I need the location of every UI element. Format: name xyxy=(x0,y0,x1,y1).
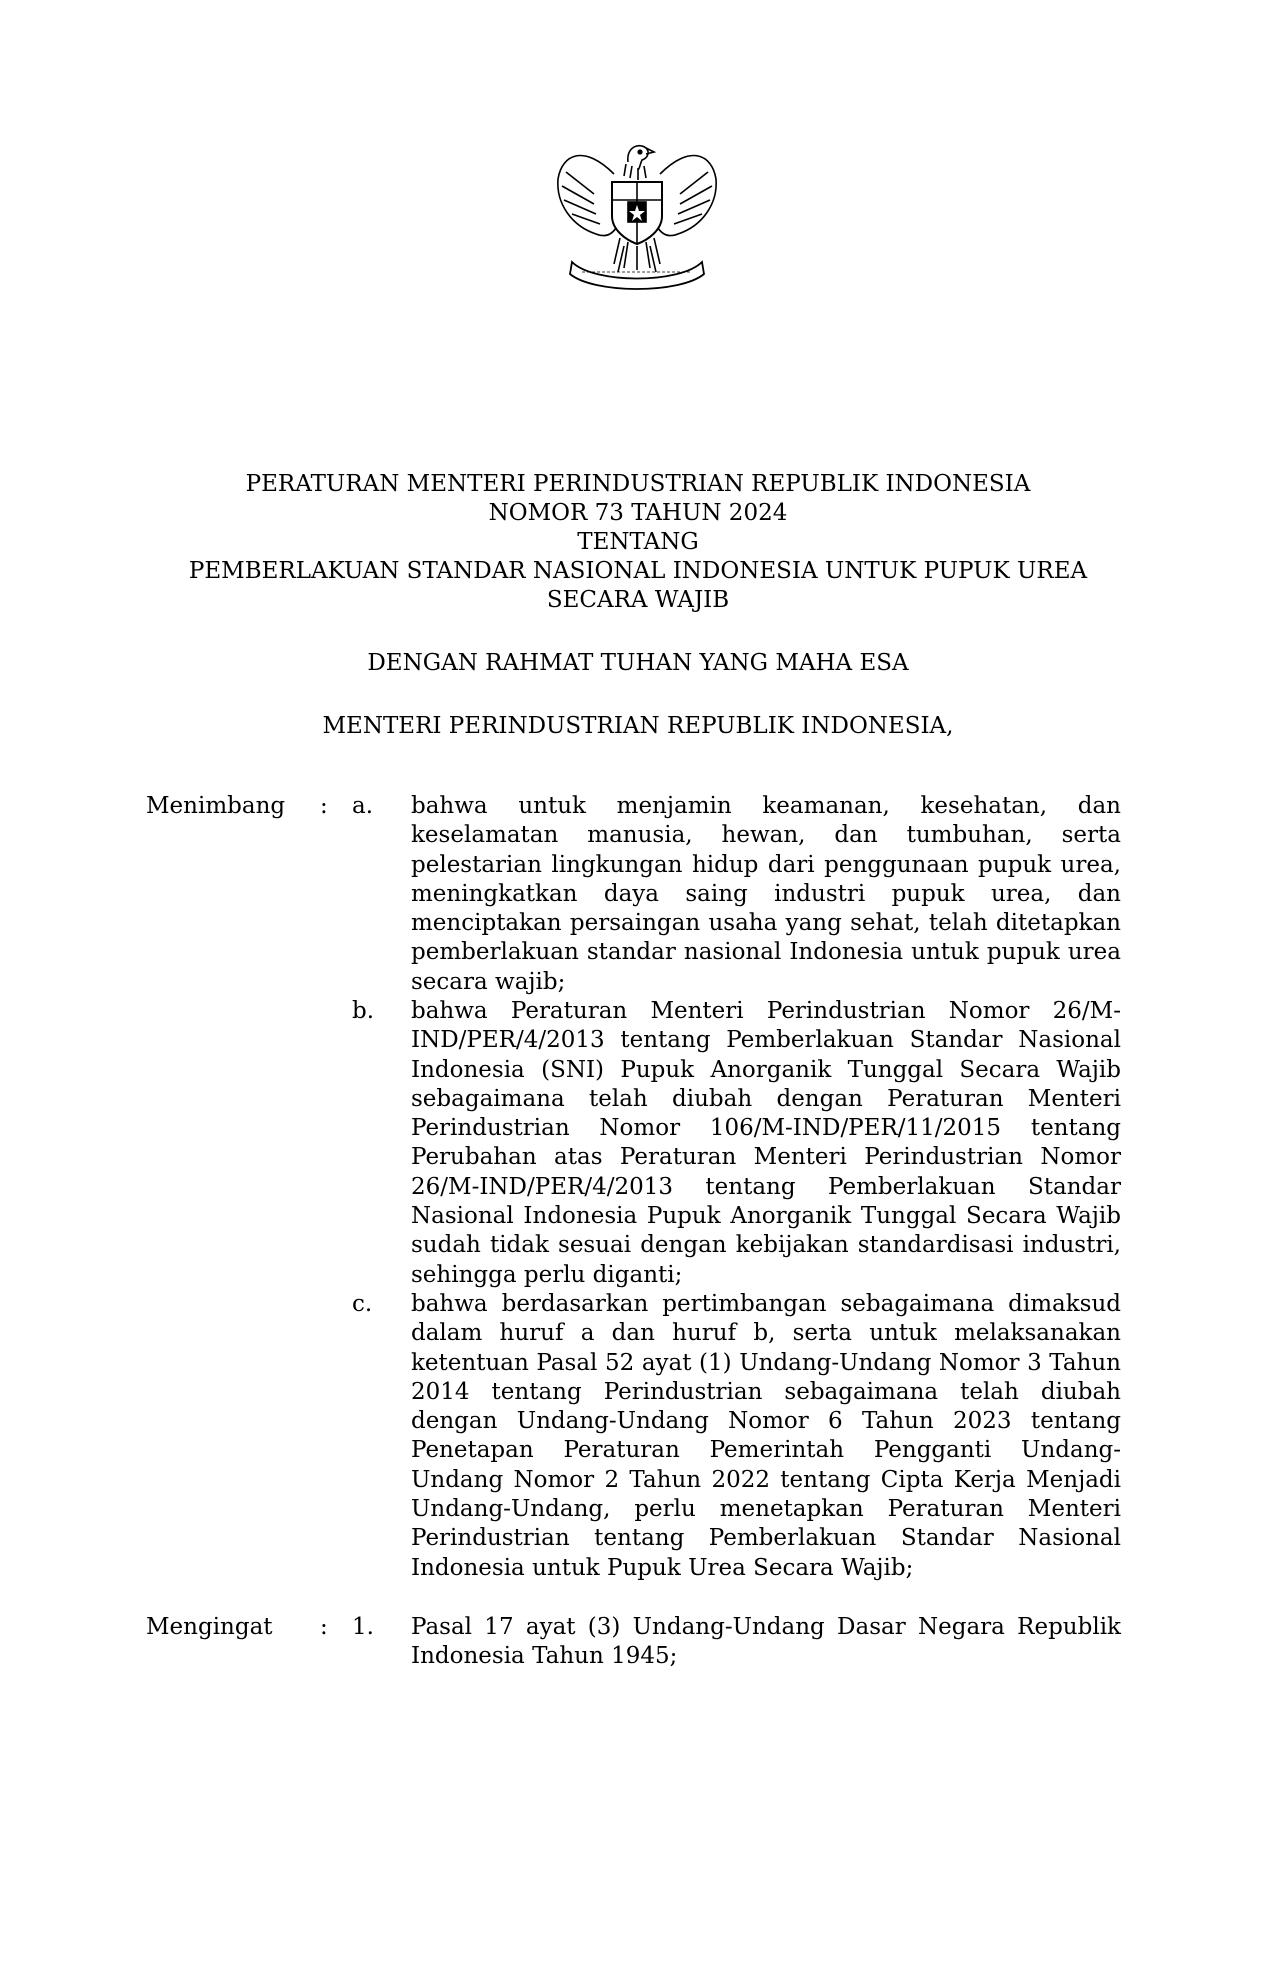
menimbang-colon: : xyxy=(320,793,328,819)
item-marker: 1. xyxy=(352,1614,374,1640)
regulation-number: NOMOR 73 TAHUN 2024 xyxy=(488,500,788,526)
mengingat-colon: : xyxy=(320,1614,328,1640)
item-text: bahwa untuk menjamin keamanan, kesehatan, dan keselamatan manusia, hewan, dan tumbuhan, serta pelestarian lingkungan hidup dari penggunaan pupuk urea, meningkatkan daya saing industri pupuk urea, dan menciptakan persaingan usaha yang sehat, telah ditetapkan pemberlakuan standar nasional Indonesia untuk pupuk urea secara wajib; xyxy=(411,793,1121,995)
item-text: bahwa Peraturan Menteri Perindustrian Nomor 26/M-IND/PER/4/2013 tentang Pemberlakuan Standar Nasional Indonesia (SNI) Pupuk Anorganik Tunggal Secara Wajib sebagaimana telah diubah dengan Peraturan Menteri Perindustrian Nomor 106/M-IND/PER/11/2015 tentang Perubahan atas Peraturan Menteri Perindustrian Nomor 26/M-IND/PER/4/2013 tentang Pemberlakuan Standar Nasional Indonesia Pupuk Anorganik Tunggal Secara Wajib sudah tidak sesuai dengan kebijakan standardisasi industri, sehingga perlu diganti; xyxy=(411,998,1121,1288)
item-text: bahwa berdasarkan pertimbangan sebagaimana dimaksud dalam huruf a dan huruf b, serta untuk melaksanakan ketentuan Pasal 52 ayat (1) Undang-Undang Nomor 3 Tahun 2014 tentang Perindustrian sebagaimana telah diubah dengan Undang-Undang Nomor 6 Tahun 2023 tentang Penetapan Peraturan Pemerintah Pengganti Undang-Undang Nomor 2 Tahun 2022 tentang Cipta Kerja Menjadi Undang-Undang, perlu menetapkan Peraturan Menteri Perindustrian tentang Pemberlakuan Standar Nasional Indonesia untuk Pupuk Urea Secara Wajib; xyxy=(411,1291,1121,1581)
item-marker: b. xyxy=(352,998,375,1024)
regulation-subject-cont: SECARA WAJIB xyxy=(546,587,730,613)
blessing-line: DENGAN RAHMAT TUHAN YANG MAHA ESA xyxy=(367,650,909,676)
regulation-title: PERATURAN MENTERI PERINDUSTRIAN REPUBLIK INDONESIA xyxy=(245,471,1031,497)
document-header xyxy=(0,470,1276,741)
menimbang-label: Menimbang xyxy=(146,793,286,819)
regulation-subject: PEMBERLAKUAN STANDAR NASIONAL INDONESIA UNTUK PUPUK UREA xyxy=(188,558,1088,584)
item-marker: c. xyxy=(352,1291,373,1317)
minister-line: MENTERI PERINDUSTRIAN REPUBLIK INDONESIA, xyxy=(322,713,954,739)
item-text: Pasal 17 ayat (3) Undang-Undang Dasar Negara Republik Indonesia Tahun 1945; xyxy=(411,1614,1121,1670)
garuda-emblem xyxy=(554,134,720,294)
item-marker: a. xyxy=(352,793,374,819)
mengingat-label: Mengingat xyxy=(146,1614,273,1640)
about-label: TENTANG xyxy=(577,529,699,555)
